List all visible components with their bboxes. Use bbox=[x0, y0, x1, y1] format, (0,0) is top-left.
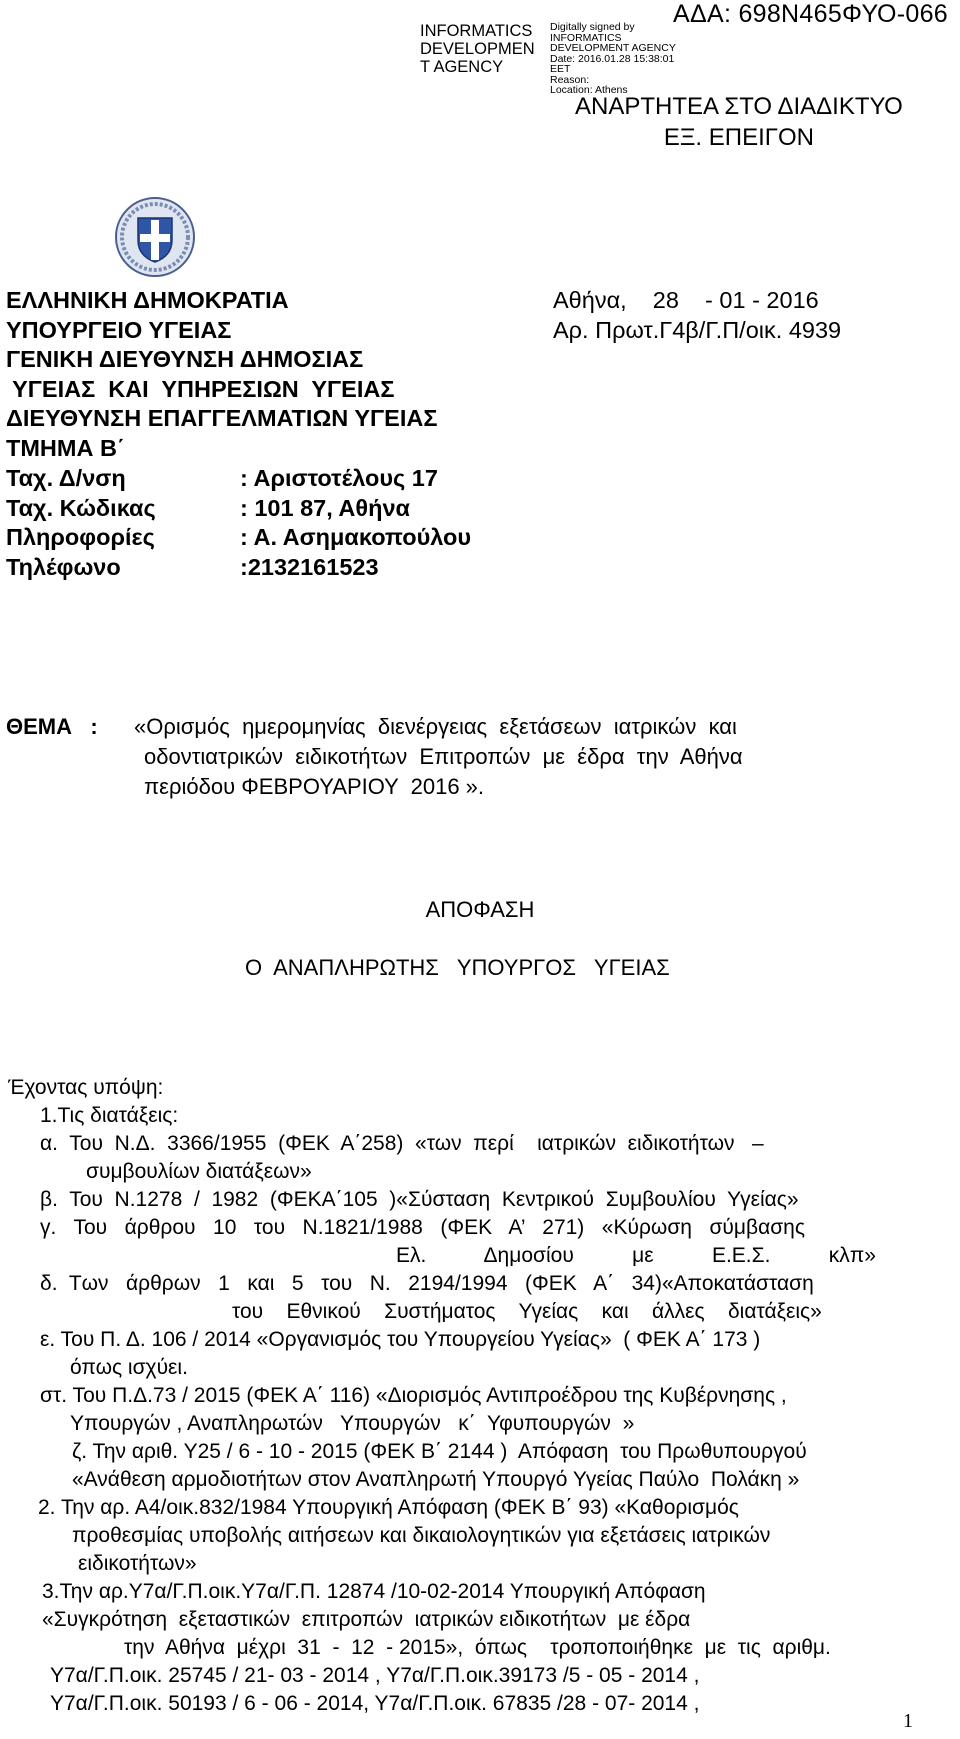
contact-labels bbox=[6, 464, 156, 582]
signature-issuer-line: DEVELOPMEN bbox=[420, 40, 535, 58]
subject-label: ΘΕΜΑ : bbox=[6, 714, 98, 739]
contact-value: :2132161523 bbox=[240, 553, 379, 580]
provision-item: του Εθνικού Συστήματος Υγείας και άλλες διατάξεις» bbox=[232, 1300, 822, 1323]
provision-item: «Ανάθεση αρμοδιοτήτων στον Αναπληρωτή Υπουργό Υγείας Παύλο Πολάκη » bbox=[72, 1468, 800, 1491]
provision-item: όπως ισχύει. bbox=[70, 1356, 188, 1379]
provision-item: 3.Την αρ.Υ7α/Γ.Π.οικ.Υ7α/Γ.Π. 12874 /10-02-2014 Υπουργική Απόφαση bbox=[42, 1580, 706, 1603]
provision-item: 2. Την αρ. Α4/οικ.832/1984 Υπουργική Απόφαση (ΦΕΚ Β΄ 93) «Καθορισμός bbox=[38, 1496, 739, 1519]
provision-item: δ. Των άρθρων 1 και 5 του Ν. 2194/1994 (ΦΕΚ Α΄ 34)«Αποκατάσταση bbox=[40, 1272, 814, 1295]
provision-item: ε. Του Π. Δ. 106 / 2014 «Οργανισμός του Υπουργείου Υγείας» ( ΦΕΚ Α΄ 173 ) bbox=[40, 1328, 761, 1351]
ada-code: ΑΔΑ: 698Ν465ΦΥΟ-066 bbox=[673, 0, 949, 28]
provision-item: β. Του Ν.1278 / 1982 (ΦΕΚΑ΄105 )«Σύσταση Κεντρικού Συμβουλίου Υγείας» bbox=[40, 1188, 799, 1211]
signature-detail-line: Location: Athens bbox=[550, 84, 628, 96]
protocol-number: Αρ. Πρωτ.Γ4β/Γ.Π/οικ. 4939 bbox=[553, 317, 842, 343]
contact-label: Τηλέφωνο bbox=[6, 553, 121, 580]
contact-value: : Αριστοτέλους 17 bbox=[240, 465, 438, 491]
greek-emblem-icon bbox=[114, 196, 196, 278]
signature-issuer bbox=[420, 22, 535, 76]
provision-item: ειδικοτήτων» bbox=[78, 1552, 197, 1575]
posting-line: ΑΝΑΡΤΗΤΕΑ ΣΤΟ ΔΙΑΔΙΚΤΥΟ bbox=[575, 93, 903, 120]
considerations-intro: Έχοντας υπόψη: bbox=[8, 1076, 164, 1099]
signature-detail-line: Date: 2016.01.28 15:38:01 bbox=[550, 52, 675, 65]
provision-item: α. Του Ν.Δ. 3366/1955 (ΦΕΚ Α΄258) «των περί ιατρικών ειδικοτήτων – bbox=[40, 1132, 764, 1155]
header-line: ΕΛΛΗΝΙΚΗ ΔΗΜΟΚΡΑΤΙΑ bbox=[6, 287, 289, 313]
provision-item: στ. Του Π.Δ.73 / 2015 (ΦΕΚ Α΄ 116) «Διορισμός Αντιπροέδρου της Κυβέρνησης , bbox=[40, 1384, 787, 1407]
contact-value: : Α. Ασημακοπούλου bbox=[240, 524, 472, 551]
posting-line: ΕΞ. ΕΠΕΙΓΟΝ bbox=[663, 124, 815, 151]
ministry-header bbox=[6, 286, 437, 464]
provision-item: Υ7α/Γ.Π.οικ. 25745 / 21- 03 - 2014 , Υ7α/Γ.Π.οικ.39173 /5 - 05 - 2014 , bbox=[50, 1664, 700, 1687]
provision-item: Ελ. Δημοσίου με Ε.Ε.Σ. κλπ» bbox=[396, 1244, 876, 1267]
subject-line: «Ορισμός ημερομηνίας διενέργειας εξετάσεων ιατρικών και bbox=[134, 714, 737, 739]
provision-item: γ. Του άρθρου 10 του Ν.1821/1988 (ΦΕΚ Α’ 271) «Κύρωση σύμβασης bbox=[40, 1216, 805, 1239]
signature-detail-line: Digitally signed by bbox=[550, 21, 635, 33]
contact-values bbox=[240, 464, 471, 582]
minister-title: Ο ΑΝΑΠΛΗΡΩΤΗΣ ΥΠΟΥΡΓΟΣ ΥΓΕΙΑΣ bbox=[245, 955, 670, 980]
provision-item: την Αθήνα μέχρι 31 - 12 - 2015», όπως τροποποιήθηκε με τις αριθμ. bbox=[124, 1636, 831, 1659]
contact-label: Ταχ. Κώδικας bbox=[6, 494, 156, 521]
subject-line: οδοντιατρικών ειδικοτήτων Επιτροπών με έδρα την Αθήνα bbox=[144, 744, 743, 769]
provision-heading: 1.Τις διατάξεις: bbox=[40, 1104, 179, 1127]
header-line: ΥΓΕΙΑΣ ΚΑΙ ΥΠΗΡΕΣΙΩΝ ΥΓΕΙΑΣ bbox=[6, 375, 395, 402]
signature-issuer-line: T AGENCY bbox=[420, 58, 504, 76]
signature-details bbox=[550, 22, 676, 96]
posting-notice bbox=[575, 91, 903, 153]
provision-item: συμβουλίων διατάξεων» bbox=[86, 1160, 312, 1183]
provision-item: προθεσμίας υποβολής αιτήσεων και δικαιολογητικών για εξετάσεις ιατρικών bbox=[72, 1524, 771, 1547]
document-date: Αθήνα, 28 - 01 - 2016 bbox=[553, 287, 819, 313]
page-number: 1 bbox=[903, 1710, 913, 1732]
header-line: ΥΠΟΥΡΓΕΙΟ ΥΓΕΙΑΣ bbox=[6, 316, 232, 343]
subject-line: περιόδου ΦΕΒΡΟΥΑΡΙΟΥ 2016 ». bbox=[144, 774, 485, 799]
provision-item: «Συγκρότηση εξεταστικών επιτροπών ιατρικών ειδικοτήτων με έδρα bbox=[42, 1608, 691, 1631]
signature-issuer-line: INFORMATICS bbox=[420, 22, 533, 40]
contact-value: : 101 87, Αθήνα bbox=[240, 494, 410, 521]
contact-label: Ταχ. Δ/νση bbox=[6, 465, 126, 491]
header-line: ΤΜΗΜΑ Β΄ bbox=[6, 434, 125, 461]
contact-label: Πληροφορίες bbox=[6, 524, 155, 551]
provision-item: Υπουργών , Αναπληρωτών Υπουργών κ΄ Υφυπουργών » bbox=[70, 1412, 635, 1435]
signature-detail-line: EET bbox=[550, 63, 571, 75]
provision-item: ζ. Την αριθ. Υ25 / 6 - 10 - 2015 (ΦΕΚ Β΄ 2144 ) Απόφαση του Πρωθυπουργού bbox=[72, 1440, 807, 1463]
decision-title: ΑΠΟΦΑΣΗ bbox=[425, 897, 535, 922]
signature-detail-line: DEVELOPMENT AGENCY bbox=[550, 42, 676, 54]
header-line: ΓΕΝΙΚΗ ΔΙΕΥΘΥΝΣΗ ΔΗΜΟΣΙΑΣ bbox=[6, 346, 364, 373]
provision-item: Υ7α/Γ.Π.οικ. 50193 / 6 - 06 - 2014, Υ7α/Γ.Π.οικ. 67835 /28 - 07- 2014 , bbox=[50, 1692, 700, 1715]
signature-detail-line: INFORMATICS bbox=[550, 31, 622, 44]
header-line: ΔΙΕΥΘΥΝΣΗ ΕΠΑΓΓΕΛΜΑΤΙΩΝ ΥΓΕΙΑΣ bbox=[6, 405, 438, 432]
signature-detail-line: Reason: bbox=[550, 73, 590, 86]
